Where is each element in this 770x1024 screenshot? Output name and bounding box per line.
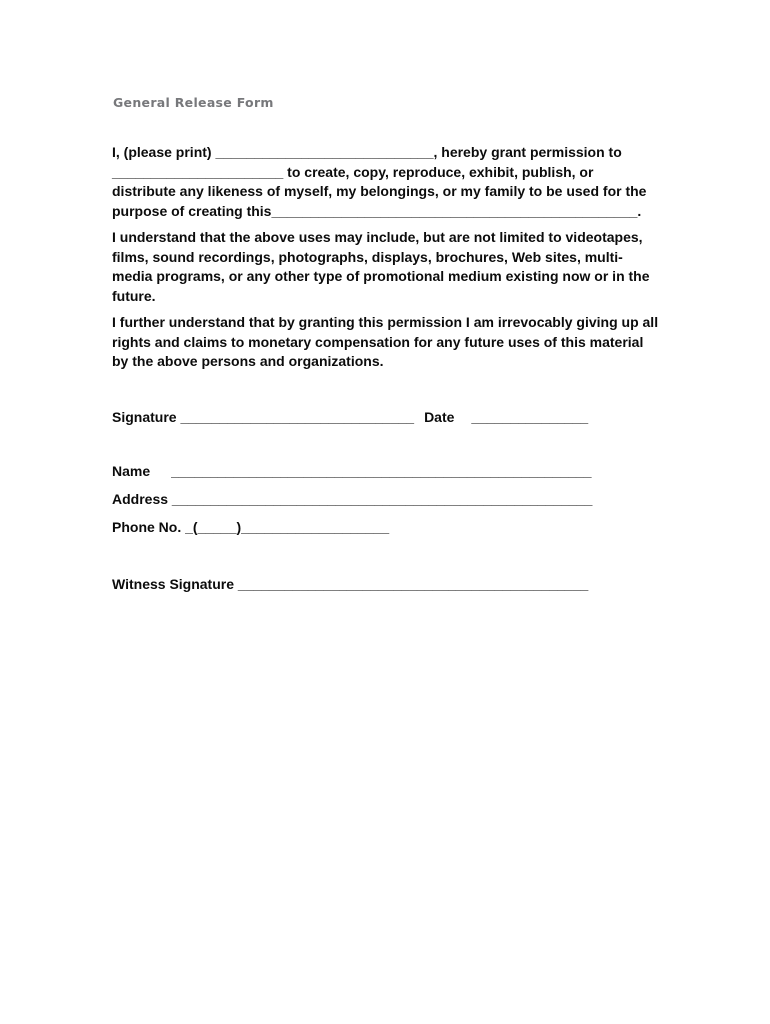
name-label: Name bbox=[112, 463, 151, 479]
compensation-line-1: I further understand that by granting this permission I am irrevocably giving up all bbox=[112, 314, 659, 330]
intro-line4-pre: purpose of creating this bbox=[112, 202, 272, 219]
phone-label: Phone No. bbox=[112, 519, 186, 535]
intro-line-4 bbox=[112, 202, 646, 222]
address-label: Address bbox=[112, 491, 172, 507]
intro-line-1 bbox=[112, 143, 646, 163]
intro-line-3 bbox=[112, 182, 646, 202]
witness-signature-line-blank[interactable]: _____________________________________________ bbox=[237, 576, 589, 592]
grantee-blank[interactable]: ______________________ bbox=[112, 163, 284, 180]
compensation-line-2: rights and claims to monetary compensation for any future uses of this material bbox=[112, 333, 644, 350]
purpose-blank[interactable]: _______________________________________________ bbox=[271, 202, 638, 219]
date-line-blank[interactable]: _______________ bbox=[471, 409, 589, 425]
compensation-paragraph bbox=[112, 313, 658, 372]
name-line-blank[interactable]: ______________________________________________________ bbox=[171, 463, 592, 479]
uses-line-3: media programs, or any other type of promotional medium existing now or in the bbox=[112, 268, 650, 284]
phone-line-blank[interactable]: _(_____)___________________ bbox=[185, 519, 390, 535]
intro-line-2 bbox=[112, 163, 646, 183]
intro-line4-period: . bbox=[637, 202, 642, 219]
address-row bbox=[112, 490, 592, 510]
date-label: Date bbox=[424, 409, 455, 425]
please-print-name-blank[interactable]: ____________________________ bbox=[215, 144, 434, 160]
uses-line-2: films, sound recordings, photographs, displays, brochures, Web sites, multi- bbox=[112, 248, 623, 265]
witness-signature-row bbox=[112, 575, 588, 595]
name-row bbox=[112, 462, 592, 482]
intro-line1-post: , hereby grant permission to bbox=[433, 144, 622, 160]
intro-line1-pre: I, (please print) bbox=[112, 144, 216, 160]
phone-row bbox=[112, 518, 389, 538]
document-title: General Release Form bbox=[113, 95, 274, 110]
intro-line2-text: to create, copy, reproduce, exhibit, publish, or bbox=[283, 163, 594, 180]
uses-line-1: I understand that the above uses may include, but are not limited to videotapes, bbox=[112, 229, 643, 245]
signature-date-row bbox=[112, 408, 588, 428]
intro-line3-text: distribute any likeness of myself, my belongings, or my family to be used for the bbox=[112, 183, 647, 199]
uses-paragraph bbox=[112, 228, 650, 306]
intro-paragraph bbox=[112, 143, 646, 221]
compensation-line-3: by the above persons and organizations. bbox=[112, 353, 384, 369]
witness-signature-label: Witness Signature bbox=[112, 576, 238, 592]
signature-line-blank[interactable]: ______________________________ bbox=[180, 409, 415, 425]
uses-line-4: future. bbox=[112, 287, 156, 304]
signature-label: Signature bbox=[112, 409, 181, 425]
address-line-blank[interactable]: ______________________________________________________ bbox=[171, 491, 593, 507]
